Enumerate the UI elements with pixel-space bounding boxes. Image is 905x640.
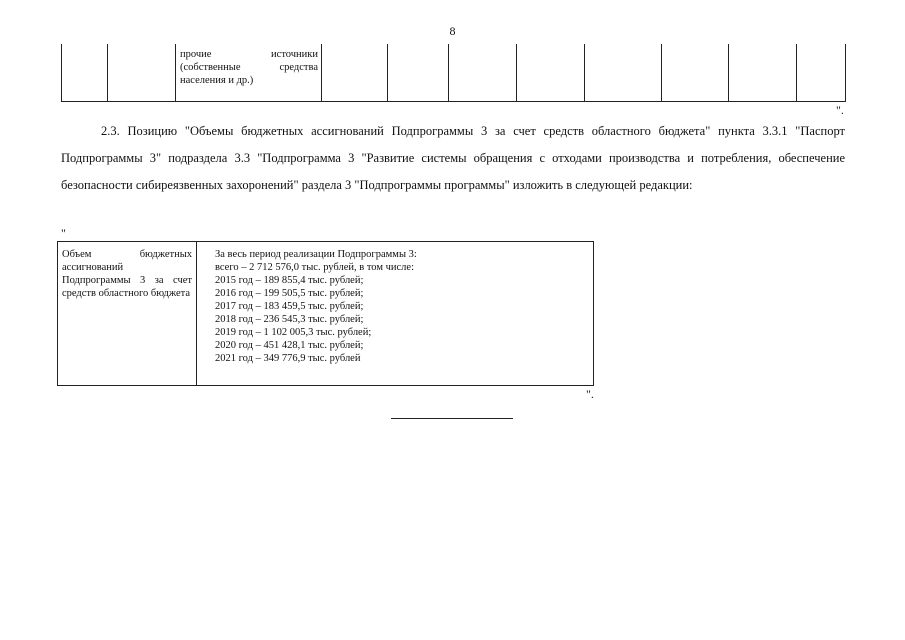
table-cell bbox=[729, 44, 797, 102]
table-cell bbox=[62, 44, 108, 102]
funding-source-cell: прочие источники (собственные средства населения и др.) bbox=[176, 44, 322, 102]
closing-quote-mark-2: ". bbox=[586, 387, 594, 401]
table-cell bbox=[517, 44, 585, 102]
budget-year-2017: 2017 год – 183 459,5 тыс. рублей; bbox=[215, 301, 364, 312]
budget-allocation-table bbox=[57, 241, 594, 386]
table-cell bbox=[585, 44, 662, 102]
table-cell bbox=[797, 44, 846, 102]
table-cell bbox=[388, 44, 449, 102]
table-row bbox=[58, 242, 594, 386]
budget-year-2018: 2018 год – 236 545,3 тыс. рублей; bbox=[215, 314, 364, 325]
budget-total-period: За весь период реализации Подпрограммы 3: bbox=[215, 249, 417, 260]
end-divider-line bbox=[391, 418, 513, 419]
closing-quote-mark: ". bbox=[836, 103, 844, 117]
budget-year-2019: 2019 год – 1 102 005,3 тыс. рублей; bbox=[215, 327, 372, 338]
table-cell bbox=[322, 44, 388, 102]
table-cell bbox=[108, 44, 176, 102]
opening-quote-mark: " bbox=[61, 226, 66, 240]
amendment-paragraph: 2.3. Позицию "Объемы бюджетных ассигнований Подпрограммы 3 за счет средств областного бюджета" пункта 3.3.1 "Паспорт Подпрограммы 3" подраздела 3.3 "Подпрограмма 3 "Развитие системы обращения с отходами производства и потребления, обеспечение безопасности сибиреязвенных захоронений" раздела 3 "Подпрограммы программы" изложить в следующей редакции: bbox=[61, 124, 845, 192]
budget-year-2016: 2016 год – 199 505,5 тыс. рублей; bbox=[215, 288, 364, 299]
budget-label-cell: Объем бюджетных ассигнований Подпрограммы 3 за счет средств областного бюджета bbox=[58, 242, 197, 386]
budget-year-2020: 2020 год – 451 428,1 тыс. рублей; bbox=[215, 340, 364, 351]
continued-funding-table bbox=[61, 44, 846, 102]
budget-total: всего – 2 712 576,0 тыс. рублей, в том числе: bbox=[215, 262, 414, 273]
page-number: 8 bbox=[449, 24, 456, 38]
table-cell bbox=[449, 44, 517, 102]
table-cell bbox=[662, 44, 729, 102]
table-row bbox=[62, 44, 846, 102]
budget-year-2015: 2015 год – 189 855,4 тыс. рублей; bbox=[215, 275, 364, 286]
budget-year-2021: 2021 год – 349 776,9 тыс. рублей bbox=[215, 353, 361, 364]
budget-values-cell bbox=[197, 242, 594, 386]
